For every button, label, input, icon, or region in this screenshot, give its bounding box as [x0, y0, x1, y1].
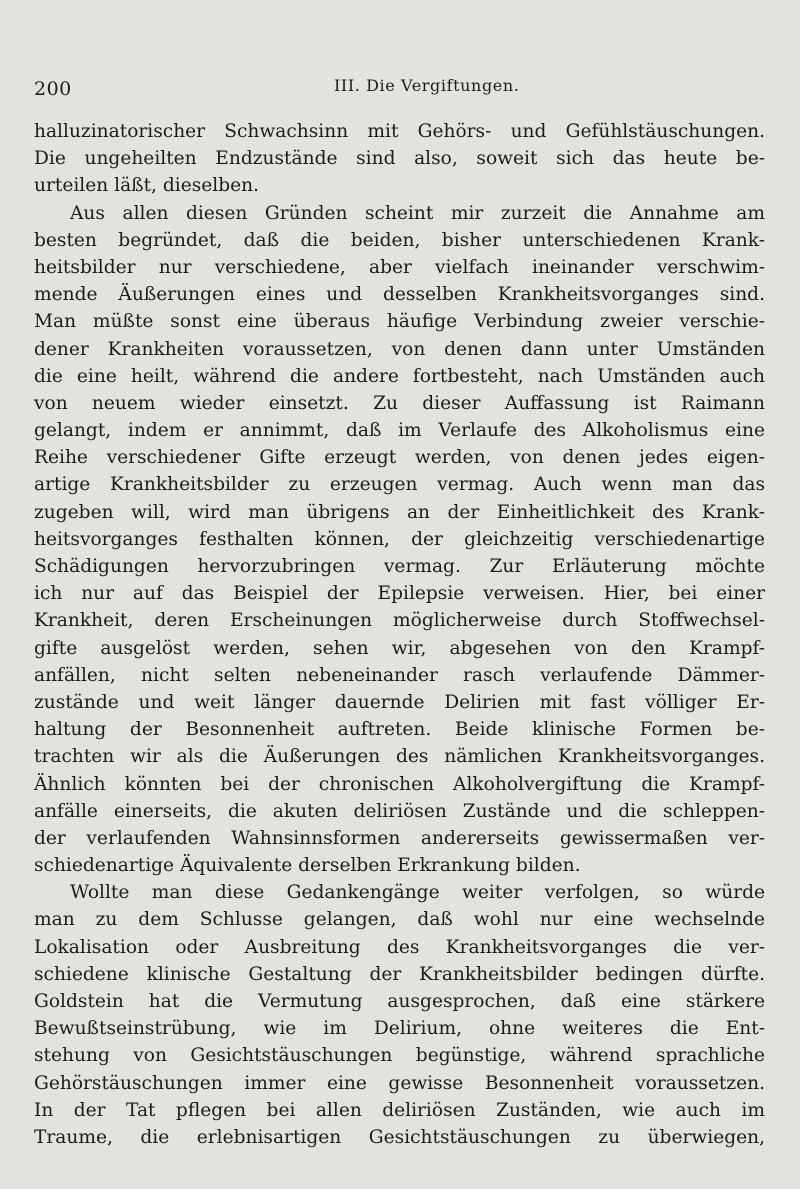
text-line: besten begründet, daß die beiden, bisher unterschiedenen Krank- [34, 229, 765, 251]
text-line: heitsbilder nur verschiedene, aber vielfach ineinander verschwim- [34, 256, 765, 278]
text-line: Goldstein hat die Vermutung ausgesprochen, daß eine stärkere [34, 991, 765, 1012]
text-line: man zu dem Schlusse gelangen, daß wohl nur eine wechselnde [34, 909, 765, 931]
text-line: artige Krankheitsbilder zu erzeugen vermag. Auch wenn man das [34, 474, 765, 496]
text-line: gelangt, indem er annimmt, daß im Verlaufe des Alkoholismus eine [34, 420, 765, 442]
text-line: haltung der Besonnenheit auftreten. Beide klinische Formen be- [34, 719, 765, 741]
text-line: der verlaufenden Wahnsinnsformen andererseits gewissermaßen ver- [34, 827, 765, 849]
text-line: ich nur auf das Beispiel der Epilepsie verweisen. Hier, bei einer [34, 583, 765, 605]
text-line: Ähnlich könnten bei der chronischen Alkoholvergiftung die Krampf- [34, 773, 765, 795]
text-line: stehung von Gesichtstäuschungen begünstige, während sprachliche [34, 1045, 765, 1067]
text-line: zustände und weit länger dauernde Delirien mit fast völliger Er- [34, 691, 765, 713]
text-line: Die ungeheilten Endzustände sind also, soweit sich das heute be- [34, 148, 765, 170]
running-head: III. Die Vergiftungen. [334, 76, 520, 95]
text-line: Krankheit, deren Erscheinungen möglicherweise durch Stoffwechsel- [34, 610, 765, 632]
text-line: anfälle einerseits, die akuten deliriösen Zustände und die schleppen- [34, 800, 765, 822]
text-line: gifte ausgelöst werden, sehen wir, abgesehen von den Krampf- [34, 637, 765, 659]
text-line: heitsvorganges festhalten können, der gleichzeitig verschiedenartige [34, 528, 765, 550]
text-line: Man müßte sonst eine überaus häufige Verbindung zweier verschie- [34, 311, 765, 333]
text-line: die eine heilt, während die andere fortbesteht, nach Umständen auch [34, 365, 765, 387]
body-text [34, 118, 765, 1151]
text-line: mende Äußerungen eines und desselben Krankheitsvorganges sind. [34, 284, 765, 306]
text-line: von neuem wieder einsetzt. Zu dieser Auffassung ist Raimann [34, 392, 765, 414]
text-line: Traume, die erlebnisartigen Gesichtstäuschungen zu überwiegen, [34, 1126, 765, 1148]
text-line: urteilen läßt, dieselben. [34, 175, 260, 197]
text-line: Aus allen diesen Gründen scheint mir zurzeit die Annahme am [70, 202, 765, 224]
text-line: Lokalisation oder Ausbreitung des Krankheitsvorganges die ver- [34, 936, 765, 958]
text-line: Schädigungen hervorzubringen vermag. Zur Erläuterung möchte [34, 556, 765, 577]
text-line: Gehörstäuschungen immer eine gewisse Besonnenheit voraussetzen. [34, 1072, 765, 1094]
text-line: schiedenartige Äquivalente derselben Erkrankung bilden. [34, 855, 581, 877]
text-line: trachten wir als die Äußerungen des nämlichen Krankheitsvorganges. [34, 746, 765, 768]
text-line: In der Tat pflegen bei allen deliriösen Zuständen, wie auch im [34, 1099, 765, 1121]
text-line: Reihe verschiedener Gifte erzeugt werden, von denen jedes eigen- [34, 447, 765, 469]
text-line: dener Krankheiten voraussetzen, von denen dann unter Umständen [34, 338, 765, 360]
text-line: Bewußtseinstrübung, wie im Delirium, ohne weiteres die Ent- [34, 1018, 765, 1040]
page-number: 200 [34, 78, 72, 100]
page-header [34, 76, 764, 106]
text-line: Wollte man diese Gedankengänge weiter verfolgen, so würde [70, 882, 765, 904]
text-line: schiedene klinische Gestaltung der Krankheitsbilder bedingen dürfte. [34, 963, 765, 985]
text-line: zugeben will, wird man übrigens an der Einheitlichkeit des Krank- [34, 501, 765, 523]
text-line: halluzinatorischer Schwachsinn mit Gehörs- und Gefühlstäuschungen. [34, 121, 765, 142]
text-line: anfällen, nicht selten nebeneinander rasch verlaufende Dämmer- [34, 664, 765, 686]
